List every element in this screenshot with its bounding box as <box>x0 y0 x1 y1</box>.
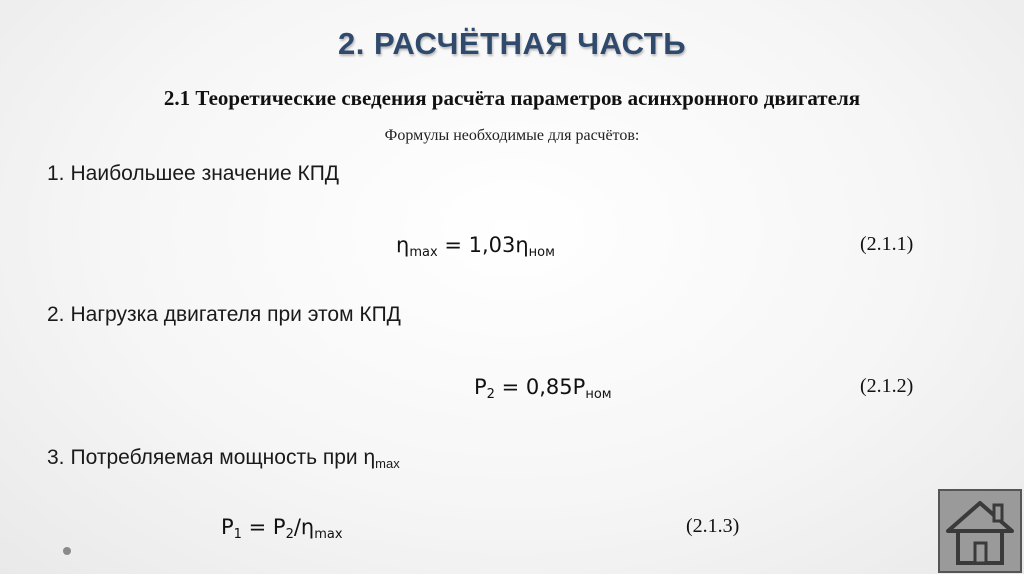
item-number: 1. <box>47 162 65 185</box>
home-button[interactable] <box>938 489 1022 573</box>
formula-2-1-1 <box>396 233 555 260</box>
item-text: Нагрузка двигателя при этом КПД <box>70 303 401 326</box>
list-item-2 <box>47 303 401 327</box>
formula-rhs-sub: ном <box>528 245 555 260</box>
formula-mid: = P <box>241 515 286 539</box>
item-text: Наибольшее значение КПД <box>70 162 340 185</box>
equation-number: (2.1.1) <box>860 233 914 255</box>
home-icon <box>940 491 1020 571</box>
item-text-sub: max <box>375 456 400 471</box>
list-item-3 <box>47 446 400 471</box>
formula-lhs-sub: 2 <box>486 387 495 402</box>
formula-lhs-sub: max <box>409 245 438 260</box>
formula-rhs: = 0,85P <box>494 375 586 399</box>
formula-lhs: P <box>474 375 487 399</box>
formula-rhs: = 1,03η <box>437 233 529 257</box>
formula-2-1-2 <box>474 375 612 402</box>
formula-2-1-3 <box>221 515 343 542</box>
bullet-dot-icon <box>63 547 71 555</box>
formula-lhs: η <box>396 233 410 257</box>
formula-lhs-sub: 1 <box>233 527 242 542</box>
item-number: 3. <box>47 446 65 469</box>
formula-rhs-sub: ном <box>585 387 612 402</box>
item-number: 2. <box>47 303 65 326</box>
formula-mid-sub: 2 <box>285 527 294 542</box>
item-text: Потребляемая мощность при η <box>70 446 376 469</box>
formulas-caption: Формулы необходимые для расчётов: <box>384 127 640 144</box>
slide-title: 2. РАСЧЁТНАЯ ЧАСТЬ <box>337 26 686 61</box>
slide-subtitle: 2.1 Теоретические сведения расчёта параметров асинхронного двигателя <box>163 86 861 110</box>
list-item-1 <box>47 162 339 186</box>
formula-rhs-sub: max <box>314 527 343 542</box>
equation-number: (2.1.2) <box>860 375 914 397</box>
formula-rhs: /η <box>293 515 315 539</box>
formula-lhs: P <box>221 515 234 539</box>
equation-number: (2.1.3) <box>686 515 740 537</box>
